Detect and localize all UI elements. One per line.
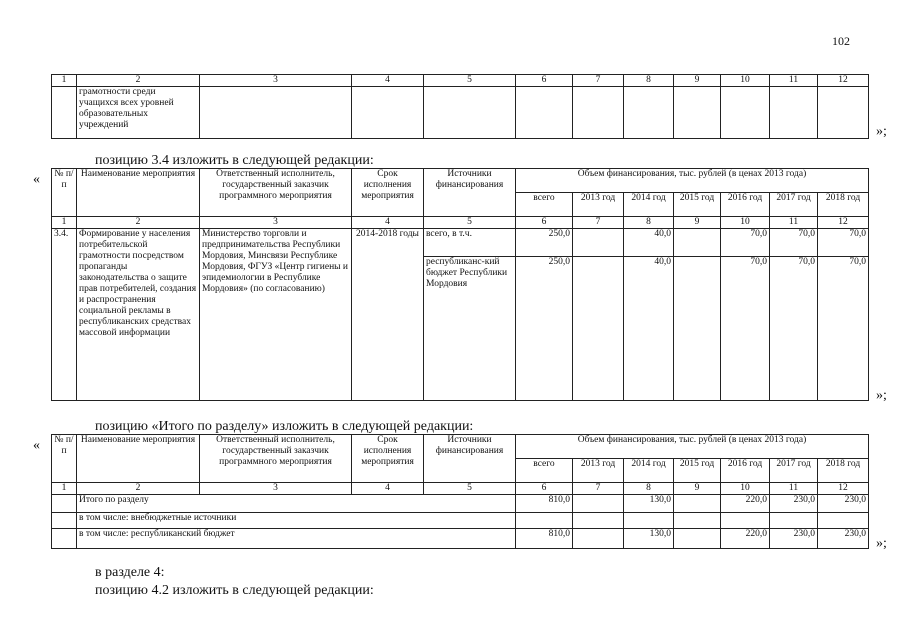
header-executor: Ответственный исполнитель, государственный заказчик программного мероприятия (200, 169, 352, 217)
row-source: всего, в т.ч. (424, 229, 516, 257)
col-index: 3 (200, 483, 352, 495)
closing-quote: »; (876, 536, 887, 551)
value-cell: 810,0 (516, 529, 573, 549)
col-index: 11 (770, 75, 818, 87)
table-row (52, 229, 869, 257)
col-index: 4 (352, 75, 424, 87)
column-index-row (52, 75, 869, 87)
value-cell (573, 529, 624, 549)
col-index: 3 (200, 217, 352, 229)
header-year: 2014 год (624, 193, 674, 217)
open-quote: « (33, 172, 40, 187)
header-year: 2018 год (818, 193, 869, 217)
value-cell: 40,0 (624, 257, 674, 401)
section-4-heading: в разделе 4: (95, 565, 165, 580)
header-year: 2017 год (770, 193, 818, 217)
col-index: 11 (770, 217, 818, 229)
header-sources: Источники финансирования (424, 169, 516, 217)
header-year: 2013 год (573, 459, 624, 483)
header-total: всего (516, 193, 573, 217)
col-index: 1 (52, 483, 77, 495)
closing-quote: »; (876, 388, 887, 403)
table-row (52, 87, 869, 139)
col-index: 8 (624, 217, 674, 229)
column-index-row (52, 217, 869, 229)
col-index: 4 (352, 217, 424, 229)
col-index: 12 (818, 483, 869, 495)
value-cell (573, 229, 624, 257)
table-row (52, 529, 869, 549)
header-name: Наименование мероприятия (77, 435, 200, 483)
col-index: 5 (424, 75, 516, 87)
col-index: 10 (721, 75, 770, 87)
value-cell: 40,0 (624, 229, 674, 257)
header-year: 2018 год (818, 459, 869, 483)
row-term: 2014-2018 годы (352, 229, 424, 401)
itogo-republic-label: в том числе: республиканский бюджет (77, 529, 516, 549)
header-total: всего (516, 459, 573, 483)
itogo-extrabudget-label: в том числе: внебюджетные источники (77, 513, 516, 529)
col-index: 9 (674, 483, 721, 495)
col-index: 5 (424, 483, 516, 495)
value-cell (674, 495, 721, 513)
col-index: 9 (674, 217, 721, 229)
header-row (52, 435, 869, 459)
header-year: 2015 год (674, 193, 721, 217)
value-cell (674, 513, 721, 529)
header-volume: Объем финансирования, тыс. рублей (в ценах 2013 года) (516, 169, 869, 193)
col-index: 6 (516, 75, 573, 87)
top-table (51, 74, 869, 139)
col-index: 6 (516, 217, 573, 229)
row-source: республиканс-кий бюджет Республики Мордовия (424, 257, 516, 401)
closing-quote: »; (876, 124, 887, 139)
value-cell (573, 495, 624, 513)
value-cell: 70,0 (770, 257, 818, 401)
col-index: 12 (818, 75, 869, 87)
col-index: 8 (624, 483, 674, 495)
value-cell: 230,0 (770, 529, 818, 549)
measure-name-cell: грамотности среди учащихся всех уровней образовательных учреждений (77, 87, 200, 139)
header-volume: Объем финансирования, тыс. рублей (в ценах 2013 года) (516, 435, 869, 459)
page-number: 102 (832, 34, 850, 48)
value-cell: 810,0 (516, 495, 573, 513)
itogo-label: Итого по разделу (77, 495, 516, 513)
col-index: 2 (77, 75, 200, 87)
open-quote: « (33, 438, 40, 453)
value-cell: 130,0 (624, 495, 674, 513)
col-index: 2 (77, 483, 200, 495)
value-cell (624, 513, 674, 529)
header-year: 2016 год (721, 459, 770, 483)
col-index: 10 (721, 483, 770, 495)
value-cell (674, 529, 721, 549)
header-num: № п/п (52, 435, 77, 483)
col-index: 1 (52, 217, 77, 229)
col-index: 4 (352, 483, 424, 495)
value-cell: 70,0 (721, 229, 770, 257)
header-sources: Источники финансирования (424, 435, 516, 483)
header-year: 2014 год (624, 459, 674, 483)
row-num: 3.4. (52, 229, 77, 401)
header-name: Наименование мероприятия (77, 169, 200, 217)
value-cell: 70,0 (818, 257, 869, 401)
value-cell: 230,0 (818, 495, 869, 513)
col-index: 5 (424, 217, 516, 229)
col-index: 9 (674, 75, 721, 87)
instruction-4-2: позицию 4.2 изложить в следующей редакции: (95, 583, 374, 598)
value-cell (818, 513, 869, 529)
value-cell (721, 513, 770, 529)
col-index: 12 (818, 217, 869, 229)
header-year: 2015 год (674, 459, 721, 483)
col-index: 3 (200, 75, 352, 87)
value-cell (573, 513, 624, 529)
table-row (52, 513, 869, 529)
col-index: 2 (77, 217, 200, 229)
value-cell: 220,0 (721, 495, 770, 513)
header-executor: Ответственный исполнитель, государственный заказчик программного мероприятия (200, 435, 352, 483)
value-cell (770, 513, 818, 529)
value-cell (674, 229, 721, 257)
col-index: 6 (516, 483, 573, 495)
value-cell (573, 257, 624, 401)
value-cell: 250,0 (516, 257, 573, 401)
table-row (52, 495, 869, 513)
col-index: 7 (573, 217, 624, 229)
header-year: 2013 год (573, 193, 624, 217)
table-3-4 (51, 168, 869, 401)
col-index: 10 (721, 217, 770, 229)
value-cell: 220,0 (721, 529, 770, 549)
row-executor: Министерство торговли и предпринимательства Республики Мордовия, Минсвязи Республике Мордовия, ФГУЗ «Центр гигиены и эпидемиологии в Республике Мордовия» (по согласованию) (200, 229, 352, 401)
col-index: 1 (52, 75, 77, 87)
value-cell (674, 257, 721, 401)
col-index: 7 (573, 483, 624, 495)
value-cell: 70,0 (770, 229, 818, 257)
col-index: 8 (624, 75, 674, 87)
header-term: Срок исполнения мероприятия (352, 435, 424, 483)
value-cell (516, 513, 573, 529)
value-cell: 130,0 (624, 529, 674, 549)
value-cell: 250,0 (516, 229, 573, 257)
value-cell: 70,0 (818, 229, 869, 257)
header-num: № п/п (52, 169, 77, 217)
col-index: 11 (770, 483, 818, 495)
header-term: Срок исполнения мероприятия (352, 169, 424, 217)
value-cell: 230,0 (818, 529, 869, 549)
col-index: 7 (573, 75, 624, 87)
header-year: 2017 год (770, 459, 818, 483)
value-cell: 70,0 (721, 257, 770, 401)
header-row (52, 169, 869, 193)
instruction-3-4: позицию 3.4 изложить в следующей редакции: (95, 153, 374, 168)
header-year: 2016 год (721, 193, 770, 217)
row-measure-name: Формирование у населения потребительской грамотности посредством пропаганды законодательства о защите прав потребителей, создания и распространения социальной рекламы в республиканских средствах массовой информации (77, 229, 200, 401)
column-index-row (52, 483, 869, 495)
table-itogo (51, 434, 869, 549)
instruction-itogo: позицию «Итого по разделу» изложить в следующей редакции: (95, 419, 474, 434)
value-cell: 230,0 (770, 495, 818, 513)
